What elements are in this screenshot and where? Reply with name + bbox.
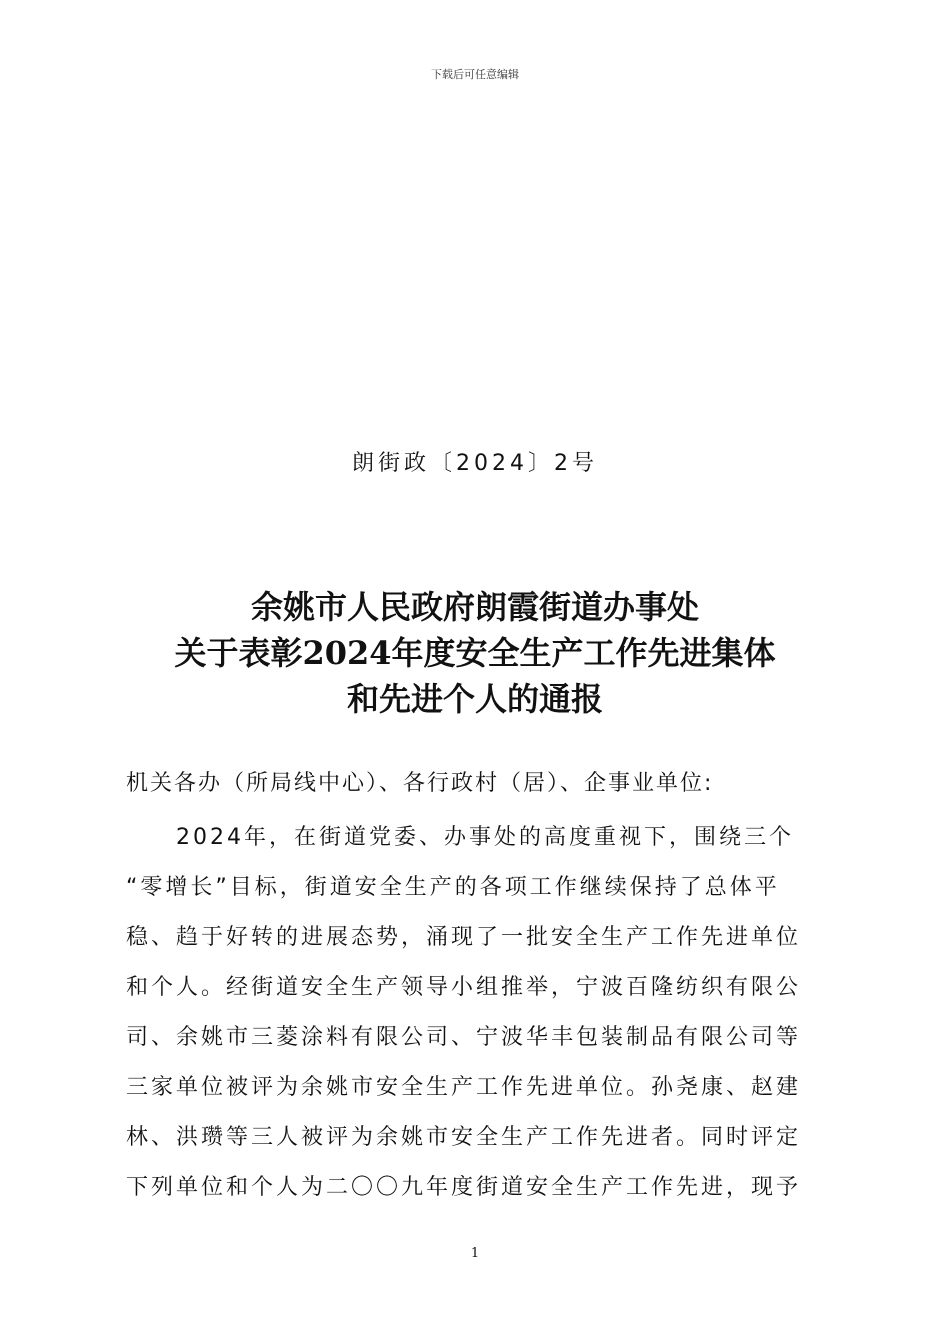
paragraph-line: 2024年，在街道党委、办事处的高度重视下，围绕三个 [176,825,794,850]
title-line: 关于表彰2024年度安全生产工作先进集体 [174,634,776,672]
paragraph-line: 三家单位被评为余姚市安全生产工作先进单位。孙尧康、赵建 [126,1075,802,1100]
paragraph-line: “零增长”目标，街道安全生产的各项工作继续保持了总体平 [126,875,780,900]
paragraph-line: 和个人。经街道安全生产领导小组推举，宁波百隆纺织有限公 [126,975,802,1000]
paragraph-line: 稳、趋于好转的进展态势，涌现了一批安全生产工作先进单位 [126,925,802,950]
paragraph-line: 下列单位和个人为二〇〇九年度街道安全生产工作先进，现予 [126,1175,802,1200]
paragraph-line: 司、余姚市三菱涂料有限公司、宁波华丰包装制品有限公司等 [126,1025,802,1050]
title-line: 和先进个人的通报 [346,680,603,718]
body-paragraph [126,816,826,1216]
salutation: 机关各办（所局线中心）、各行政村（居）、企事业单位: [126,771,714,796]
paragraph-line: 林、洪瓒等三人被评为余姚市安全生产工作先进者。同时评定 [126,1125,802,1150]
document-body [126,766,826,1216]
page-number: 1 [470,1246,480,1261]
document-number: 朗街政〔2024〕2号 [352,451,598,476]
document-title [0,584,950,722]
header-note: 下载后可任意编辑 [431,68,519,81]
title-line: 余姚市人民政府朗霞街道办事处 [250,588,699,626]
